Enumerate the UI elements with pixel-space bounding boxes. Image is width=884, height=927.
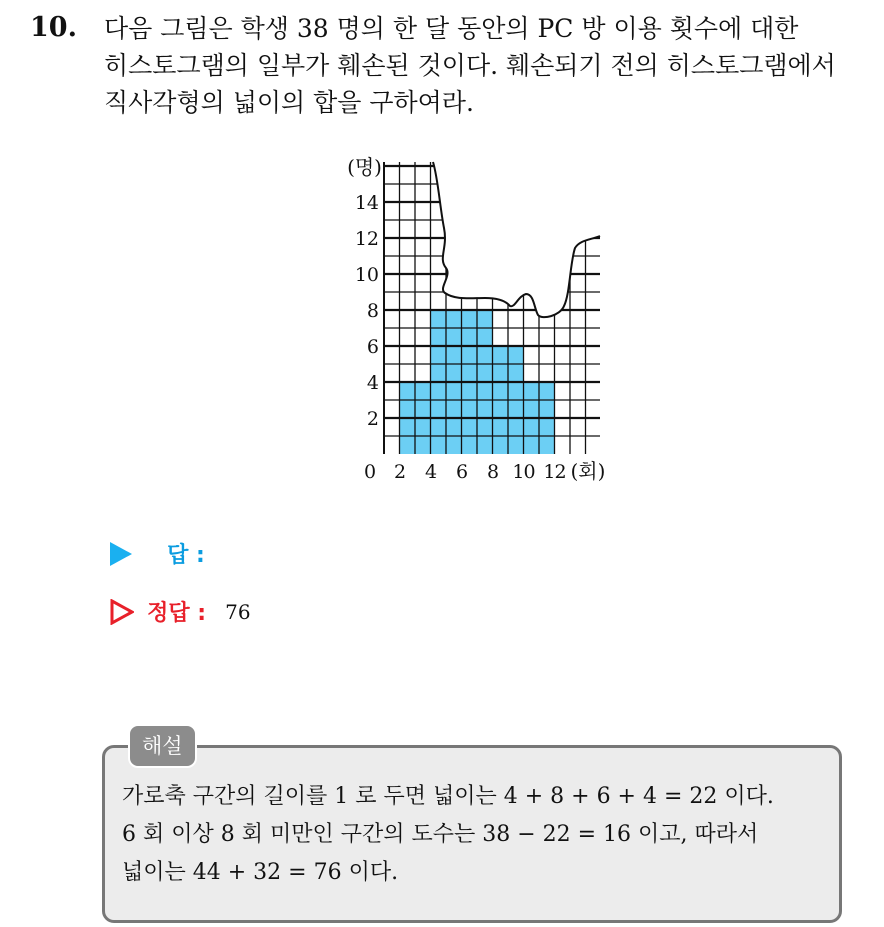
x-axis-label: (회) <box>570 459 606 483</box>
torn-edge <box>433 162 600 317</box>
x-tick-label-4: 4 <box>424 461 437 483</box>
solution-line-3: 넓이는 44 + 32 = 76 이다. <box>122 860 399 885</box>
y-tick-label-12: 12 <box>354 228 379 250</box>
x-tick-label-12: 12 <box>543 461 566 483</box>
question-line-1: 다음 그림은 학생 38 명의 한 달 동안의 PC 방 이용 횟수에 대한 <box>104 14 799 43</box>
answer-label: 답 : <box>167 543 205 568</box>
correct-answer-label: 정답 : <box>147 601 207 626</box>
y-tick-label-2: 2 <box>366 408 379 430</box>
x-tick-label-8: 8 <box>486 461 499 483</box>
solution-text <box>122 778 832 892</box>
y-tick-label-14: 14 <box>354 192 379 214</box>
correct-answer-value: 76 <box>225 599 251 624</box>
outline-triangle-icon <box>110 599 134 625</box>
x-tick-label-10: 10 <box>512 461 535 483</box>
question-text <box>104 10 874 121</box>
solution-line-1: 가로축 구간의 길이를 1 로 두면 넓이는 4 + 8 + 6 + 4 = 22 이다. <box>122 784 774 809</box>
solution-line-2: 6 회 이상 8 회 미만인 구간의 도수는 38 − 22 = 16 이고, 따라서 <box>122 822 759 847</box>
correct-answer-row <box>110 596 251 627</box>
x-tick-label-6: 6 <box>455 461 468 483</box>
play-triangle-icon <box>110 542 132 566</box>
solution-tag: 해설 <box>128 724 197 768</box>
x-tick-label-2: 2 <box>393 461 406 483</box>
question-line-2: 히스토그램의 일부가 훼손된 것이다. 훼손되기 전의 히스토그램에서 <box>104 51 836 80</box>
origin-label: 0 <box>363 461 377 483</box>
answer-row <box>110 538 205 569</box>
y-axis-label: (명) <box>347 155 382 179</box>
histogram-chart <box>320 148 640 493</box>
y-tick-label-10: 10 <box>354 264 379 286</box>
y-tick-label-8: 8 <box>366 300 379 322</box>
y-tick-label-6: 6 <box>366 336 379 358</box>
question-line-3: 직사각형의 넓이의 합을 구하여라. <box>104 88 474 117</box>
y-tick-label-4: 4 <box>366 372 379 394</box>
question-number: 10. <box>30 12 77 43</box>
